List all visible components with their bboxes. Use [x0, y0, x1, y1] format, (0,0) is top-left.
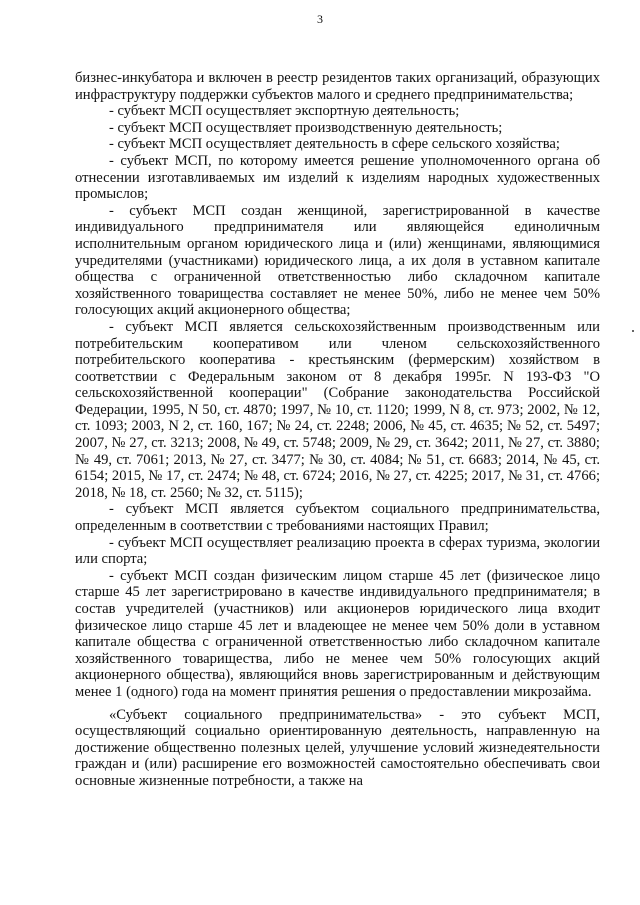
paragraph-social-definition: «Субъект социального предпринимательства» - это субъект МСП, осуществляющий социально ориентированную деятельность, направленную на достижение общественно полезных целей, улучшение условий жизнедеятельности граждан и (или) расширение его возможностей самостоятельно обеспечивать свои основные жизненные потребности, а также на	[75, 706, 600, 789]
list-item-export: - субъект МСП осуществляет экспортную деятельность;	[109, 103, 460, 120]
list-item-tourism: - субъект МСП осуществляет реализацию проекта в сферах туризма, экологии или спорта;	[75, 534, 600, 568]
list-item-social-entrepreneurship: - субъект МСП является субъектом социального предпринимательства, определенным в соответствии с требованиями настоящих Правил;	[75, 501, 600, 535]
paragraph-incubator: бизнес-инкубатора и включен в реестр резидентов таких организаций, образующих инфраструктуру поддержки субъектов малого и среднего предпринимательства;	[75, 70, 600, 103]
list-item-over-45: - субъект МСП создан физическим лицом старше 45 лет (физическое лицо старше 45 лет зарегистрировано в качестве индивидуального предпринимателя; в состав учредителей (участников) или акционеров юридического лица входит физическое лицо старше 45 лет и владеющее не менее чем 50% доли в уставном капитале общества с ограниченной ответственностью либо складочном капитале хозяйственного товарищества, либо не менее чем 50% голосующих акций акционерного общества), являющийся вновь зарегистрированным и действующим менее 1 (одного) года на момент принятия решения о предоставлении микрозайма.	[75, 567, 600, 700]
list-item-agriculture: - субъект МСП осуществляет деятельность в сфере сельского хозяйства;	[109, 136, 560, 153]
list-item-women: - субъект МСП создан женщиной, зарегистрированной в качестве индивидуального предпринимателя или являющейся единоличным исполнительным органом юридического лица и (или) женщинами, являющимися учредителями (участниками) юридического лица, а их доля в уставном капитале общества с ограниченной ответственностью либо складочном капитале хозяйственного товарищества составляет не менее 50%, либо не менее чем 50% голосующих акций акционерного общества;	[75, 202, 600, 319]
document-body	[75, 70, 600, 790]
list-item-cooperative: - субъект МСП является сельскохозяйственным производственным или потребительским кооперативом или членом сельскохозяйственного потребительского кооператива - крестьянским (фермерским) хозяйством в соответствии с Федеральным законом от 8 декабря 1995г. N 193-ФЗ "О сельскохозяйственной кооперации" (Собрание законодательства Российской Федерации, 1995, N 50, ст. 4870; 1997, № 10, ст. 1120; 1999, N 8, ст. 973; 2002, № 12, ст. 1093; 2003, N 2, ст. 160, 167; № 24, ст. 2248; 2006, № 45, ст. 4635; № 52, ст. 5497; 2007, № 27, ст. 3213; 2008, № 49, ст. 5748; 2009, № 29, ст. 3642; 2011, № 27, ст. 3880; № 49, ст. 7061; 2013, № 27, ст. 3477; № 30, ст. 4084; № 51, ст. 6683; 2014, № 45, ст. 6154; 2015, № 17, ст. 2474; № 48, ст. 6724; 2016, № 27, ст. 4225; 2017, № 31, ст. 4766; 2018, № 18, ст. 2560; № 32, ст. 5115);	[75, 318, 600, 501]
list-item-folk-crafts: - субъект МСП, по которому имеется решение уполномоченного органа об отнесении изготавливаемых им изделий к изделиям народных художественных промыслов;	[75, 152, 600, 203]
page-number: 3	[317, 12, 323, 26]
scan-mark	[632, 330, 634, 332]
list-item-production: - субъект МСП осуществляет производственную деятельность;	[109, 119, 503, 136]
